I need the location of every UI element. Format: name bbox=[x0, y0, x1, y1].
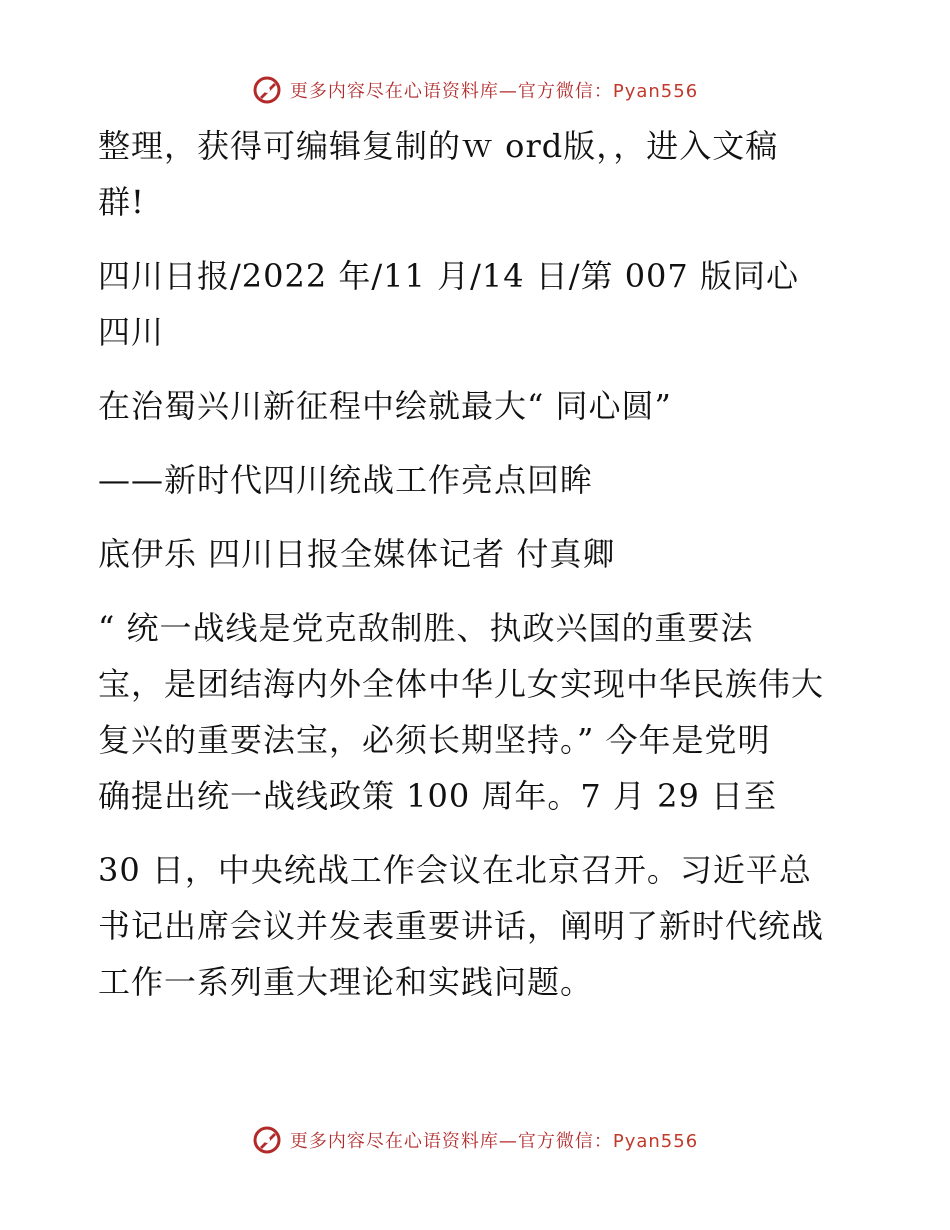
article-title: 在治蜀兴川新征程中绘就最大“ 同心圆” bbox=[98, 387, 672, 425]
footer-watermark bbox=[0, 1120, 950, 1160]
paragraph-line: 确提出统一战线政策 100 周年。7 月 29 日至 bbox=[98, 777, 778, 815]
watermark-text: 更多内容尽在心语资料库—官方微信： bbox=[289, 81, 613, 102]
paragraph-line: 复兴的重要法宝，必须长期坚持。” 今年是党明 bbox=[98, 721, 771, 759]
paragraph-line: 书记出席会议并发表重要讲话，阐明了新时代统战 bbox=[98, 907, 825, 945]
paragraph-line: 30 日，中央统战工作会议在北京召开。习近平总 bbox=[98, 851, 812, 889]
quill-logo-icon bbox=[252, 1125, 282, 1155]
watermark-id: Pyan556 bbox=[612, 81, 699, 102]
document-body bbox=[98, 118, 858, 1010]
watermark-text: 更多内容尽在心语资料库—官方微信： bbox=[289, 1131, 613, 1152]
byline: 底伊乐 四川日报全媒体记者 付真卿 bbox=[98, 535, 616, 573]
watermark-id: Pyan556 bbox=[612, 1131, 699, 1152]
article-subtitle: ——新时代四川统战工作亮点回眸 bbox=[98, 461, 594, 499]
source-line: 四川 bbox=[98, 313, 165, 351]
paragraph-line: 群! bbox=[98, 183, 145, 221]
paragraph-line: “ 统一战线是党克敌制胜、执政兴国的重要法 bbox=[98, 609, 754, 647]
source-line: 四川日报/2022 年/11 月/14 日/第 007 版同心 bbox=[98, 257, 799, 295]
paragraph-line: 宝，是团结海内外全体中华儿女实现中华民族伟大 bbox=[98, 665, 825, 703]
quill-logo-icon bbox=[252, 75, 282, 105]
paragraph-line: 工作一系列重大理论和实践问题。 bbox=[98, 963, 594, 1001]
paragraph-line: 整理，获得可编辑复制的ｗ ord版，，进入文稿 bbox=[98, 127, 779, 165]
header-watermark bbox=[0, 70, 950, 110]
